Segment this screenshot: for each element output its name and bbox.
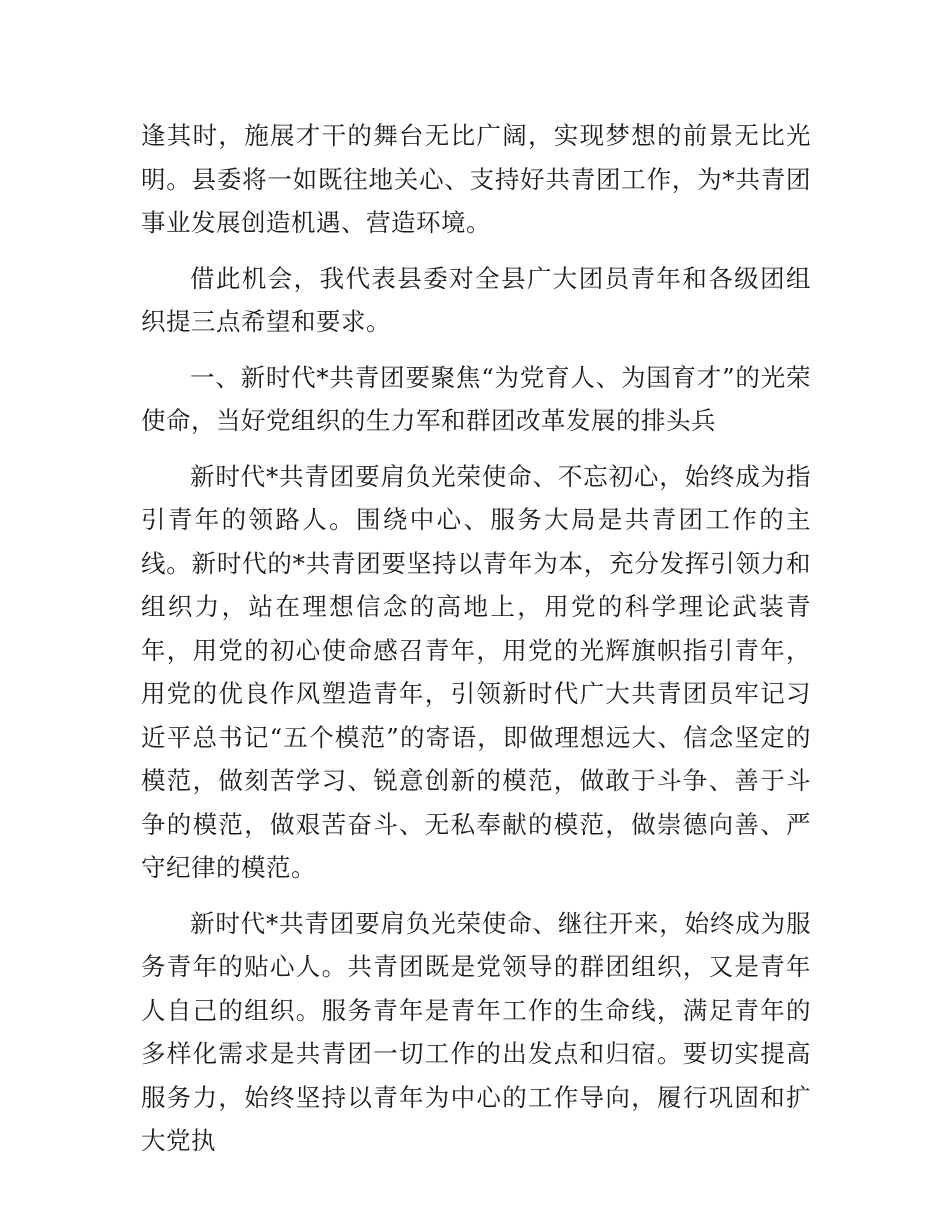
paragraph-leader: 新时代*共青团要肩负光荣使命、不忘初心，始终成为指引青年的领路人。围绕中心、服务大局是共青团工作的主线。新时代的*共青团要坚持以青年为本，充分发挥引领力和组织力，站在理想信念的高地上，用党的科学理论武装青年，用党的初心使命感召青年，用党的光辉旗帜指引青年，用党的优良作风塑造青年，引领新时代广大共青团员牢记习近平总书记“五个模范”的寄语，即做理想远大、信念坚定的模范，做刻苦学习、锐意创新的模范，做敢于斗争、善于斗争的模范，做艰苦奋斗、无私奉献的模范，做崇德向善、严守纪律的模范。 — [141, 461, 811, 882]
paragraph-continuation: 逢其时，施展才干的舞台无比广阔，实现梦想的前景无比光明。县委将一如既往地关心、支持好共青团工作，为*共青团事业发展创造机遇、营造环境。 — [141, 121, 811, 237]
paragraph-intro: 借此机会，我代表县委对全县广大团员青年和各级团组织提三点希望和要求。 — [141, 263, 811, 336]
paragraph-service: 新时代*共青团要肩负光荣使命、继往开来，始终成为服务青年的贴心人。共青团既是党领导的群团组织，又是青年人自己的组织。服务青年是青年工作的生命线，满足青年的多样化需求是共青团一切工作的出发点和归宿。要切实提高服务力，始终坚持以青年为中心的工作导向，履行巩固和扩大党执 — [141, 908, 811, 1155]
document-body — [141, 114, 811, 1163]
section-heading-one: 一、新时代*共青团要聚焦“为党育人、为国育才”的光荣使命，当好党组织的生力军和群团改革发展的排头兵 — [141, 362, 811, 435]
